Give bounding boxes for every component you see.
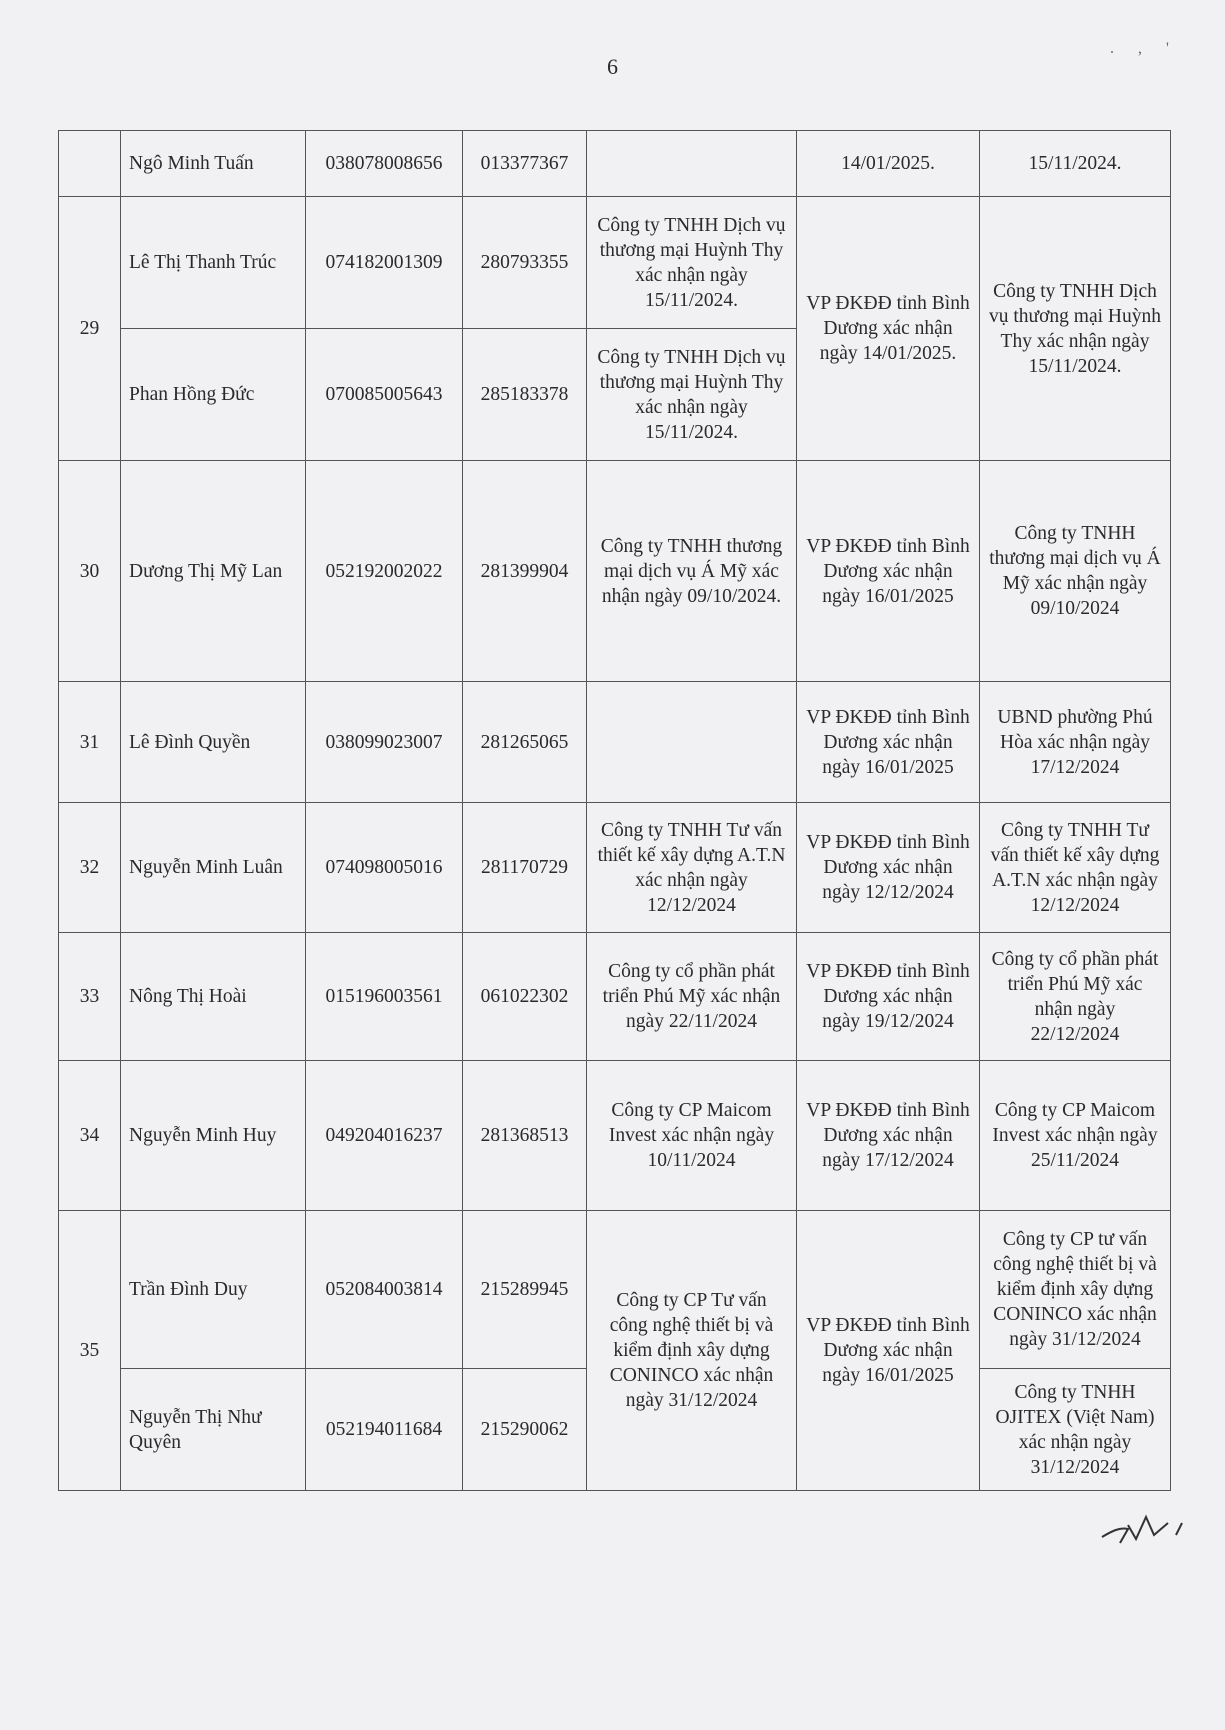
row-number: 33 [59,933,121,1061]
land-office-confirmation: VP ĐKĐĐ tỉnh Bình Dương xác nhận ngày 14/01/2025. [797,197,980,461]
land-office-confirmation: VP ĐKĐĐ tỉnh Bình Dương xác nhận ngày 12/12/2024 [797,803,980,933]
land-office-confirmation: VP ĐKĐĐ tỉnh Bình Dương xác nhận ngày 19/12/2024 [797,933,980,1061]
row-number: 32 [59,803,121,933]
employer-confirmation [587,682,797,803]
employer-confirmation: Công ty CP Maicom Invest xác nhận ngày 10/11/2024 [587,1061,797,1211]
citizen-id: 038099023007 [306,682,463,803]
person-name: Nguyễn Minh Huy [121,1061,306,1211]
old-id: 280793355 [463,197,587,329]
person-name: Lê Đình Quyền [121,682,306,803]
corner-marks: . , ' [1110,40,1179,57]
employer-confirmation: Công ty TNHH Dịch vụ thương mại Huỳnh Thy xác nhận ngày 15/11/2024. [587,197,797,329]
person-name: Nông Thị Hoài [121,933,306,1061]
person-name: Dương Thị Mỹ Lan [121,461,306,682]
old-id: 281170729 [463,803,587,933]
old-id: 285183378 [463,329,587,461]
employer-confirmation: Công ty TNHH Tư vấn thiết kế xây dựng A.T.N xác nhận ngày 12/12/2024 [587,803,797,933]
initials-signature [1098,1505,1188,1555]
citizen-id: 049204016237 [306,1061,463,1211]
citizen-id: 074182001309 [306,197,463,329]
workplace-confirmation: UBND phường Phú Hòa xác nhận ngày 17/12/2024 [980,682,1171,803]
row-number: 31 [59,682,121,803]
land-office-confirmation: VP ĐKĐĐ tỉnh Bình Dương xác nhận ngày 16/01/2025 [797,461,980,682]
employer-confirmation [587,131,797,197]
old-id: 013377367 [463,131,587,197]
approval-table [58,130,1171,1491]
citizen-id: 070085005643 [306,329,463,461]
workplace-confirmation: Công ty cổ phần phát triển Phú Mỹ xác nhận ngày 22/12/2024 [980,933,1171,1061]
row-number: 30 [59,461,121,682]
employer-confirmation: Công ty TNHH thương mại dịch vụ Á Mỹ xác nhận ngày 09/10/2024. [587,461,797,682]
old-id: 281399904 [463,461,587,682]
person-name: Nguyễn Minh Luân [121,803,306,933]
person-name: Trần Đình Duy [121,1211,306,1369]
person-name: Nguyễn Thị Như Quyên [121,1369,306,1491]
table-row [59,933,1171,1061]
workplace-confirmation: Công ty TNHH Dịch vụ thương mại Huỳnh Thy xác nhận ngày 15/11/2024. [980,197,1171,461]
old-id: 215290062 [463,1369,587,1491]
table-row [59,197,1171,329]
citizen-id: 015196003561 [306,933,463,1061]
land-office-confirmation: VP ĐKĐĐ tỉnh Bình Dương xác nhận ngày 16/01/2025 [797,682,980,803]
employer-confirmation: Công ty cổ phần phát triển Phú Mỹ xác nhận ngày 22/11/2024 [587,933,797,1061]
land-office-confirmation: VP ĐKĐĐ tỉnh Bình Dương xác nhận ngày 17/12/2024 [797,1061,980,1211]
workplace-confirmation: Công ty TNHH OJITEX (Việt Nam) xác nhận ngày 31/12/2024 [980,1369,1171,1491]
workplace-confirmation: 15/11/2024. [980,131,1171,197]
workplace-confirmation: Công ty TNHH thương mại dịch vụ Á Mỹ xác nhận ngày 09/10/2024 [980,461,1171,682]
old-id: 281265065 [463,682,587,803]
citizen-id: 038078008656 [306,131,463,197]
citizen-id: 052192002022 [306,461,463,682]
person-name: Phan Hồng Đức [121,329,306,461]
workplace-confirmation: Công ty TNHH Tư vấn thiết kế xây dựng A.T.N xác nhận ngày 12/12/2024 [980,803,1171,933]
employer-confirmation: Công ty CP Tư vấn công nghệ thiết bị và kiểm định xây dựng CONINCO xác nhận ngày 31/12/2024 [587,1211,797,1491]
citizen-id: 052194011684 [306,1369,463,1491]
workplace-confirmation: Công ty CP tư vấn công nghệ thiết bị và kiểm định xây dựng CONINCO xác nhận ngày 31/12/2024 [980,1211,1171,1369]
table-row [59,803,1171,933]
person-name: Lê Thị Thanh Trúc [121,197,306,329]
row-number: 34 [59,1061,121,1211]
land-office-confirmation: 14/01/2025. [797,131,980,197]
table-row [59,131,1171,197]
old-id: 281368513 [463,1061,587,1211]
old-id: 215289945 [463,1211,587,1369]
table-row [59,461,1171,682]
old-id: 061022302 [463,933,587,1061]
row-number: 35 [59,1211,121,1491]
citizen-id: 052084003814 [306,1211,463,1369]
workplace-confirmation: Công ty CP Maicom Invest xác nhận ngày 25/11/2024 [980,1061,1171,1211]
land-office-confirmation: VP ĐKĐĐ tỉnh Bình Dương xác nhận ngày 16/01/2025 [797,1211,980,1491]
table-row [59,682,1171,803]
employer-confirmation: Công ty TNHH Dịch vụ thương mại Huỳnh Thy xác nhận ngày 15/11/2024. [587,329,797,461]
table-row [59,1211,1171,1369]
row-number: 29 [59,197,121,461]
page-number: 6 [607,54,618,79]
table-row [59,1061,1171,1211]
citizen-id: 074098005016 [306,803,463,933]
row-number [59,131,121,197]
person-name: Ngô Minh Tuấn [121,131,306,197]
